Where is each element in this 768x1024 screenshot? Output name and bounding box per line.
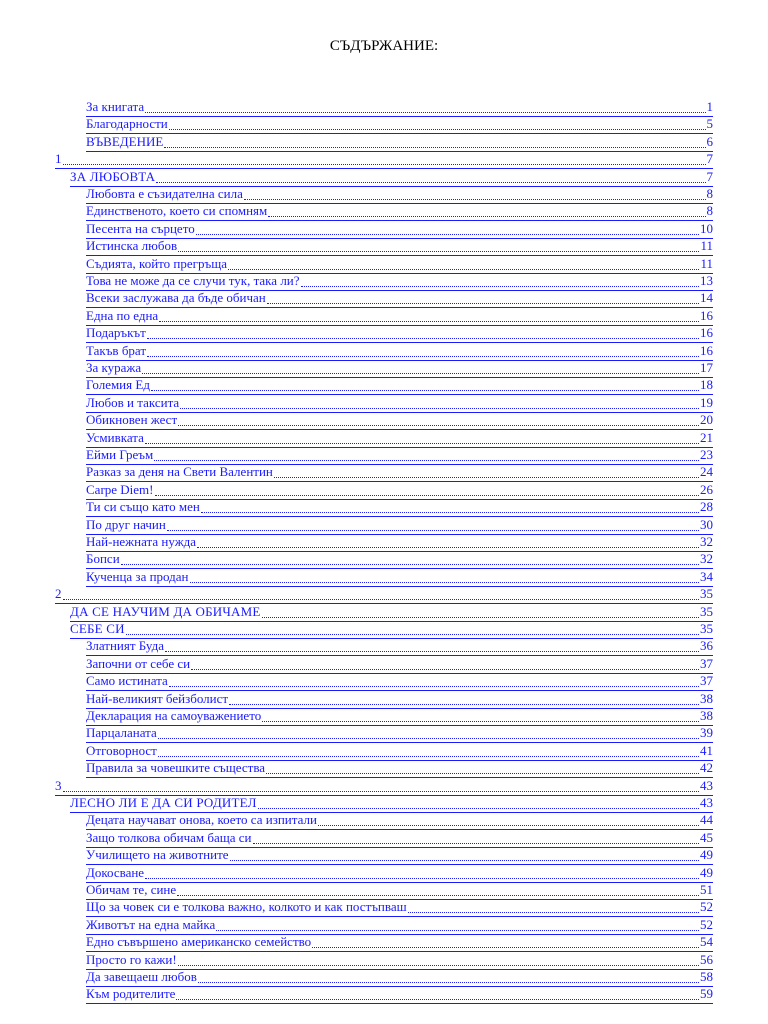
toc-entry-label: ВЪВЕДЕНИЕ	[86, 133, 164, 149]
toc-entry[interactable]	[86, 481, 713, 500]
toc-entry[interactable]	[86, 655, 713, 674]
toc-entry-label: Една по една	[86, 307, 159, 323]
toc-entry-label: Подаръкът	[86, 325, 146, 341]
toc-entry-page-number: 43	[700, 777, 713, 793]
toc-entry-label: Истинска любов	[86, 238, 178, 254]
toc-leader-dots	[312, 937, 699, 948]
toc-entry-label: Започни от себе си	[86, 655, 191, 671]
toc-leader-dots	[145, 433, 699, 444]
toc-entry-label: Съдията, който прегръща	[86, 255, 227, 271]
toc-entry-page-number: 6	[706, 133, 713, 149]
toc-entry[interactable]	[86, 864, 713, 883]
toc-leader-dots	[266, 763, 699, 774]
toc-entry-page-number: 14	[700, 290, 713, 306]
toc-entry-label: Децата научават онова, което са изпитали	[86, 812, 317, 828]
toc-entry-page-number: 23	[700, 447, 713, 462]
toc-entry-page-number: 24	[700, 464, 713, 480]
toc-leader-dots	[158, 728, 699, 739]
toc-entry-page-number: 20	[700, 412, 713, 428]
toc-entry-page-number: 51	[700, 882, 713, 897]
toc-entry-page-number: 59	[700, 986, 713, 1002]
toc-entry-page-number: 42	[700, 760, 713, 776]
toc-entry-page-number: 8	[706, 186, 713, 201]
toc-entry-page-number: 32	[700, 534, 713, 549]
toc-entry[interactable]	[86, 707, 713, 726]
toc-entry-page-number: 1	[706, 99, 713, 114]
toc-entry-label: За куража	[86, 360, 142, 375]
toc-entry[interactable]	[70, 168, 713, 187]
toc-entry[interactable]	[86, 724, 713, 743]
toc-entry-page-number: 37	[700, 655, 713, 671]
toc-entry[interactable]	[86, 672, 713, 691]
toc-entry[interactable]	[55, 777, 713, 796]
page-title: СЪДЪРЖАНИЕ:	[329, 38, 439, 54]
toc-entry-page-number: 11	[700, 238, 713, 254]
toc-entry-label: Отговорност	[86, 742, 157, 758]
toc-entry[interactable]	[86, 533, 713, 552]
toc-leader-dots	[63, 589, 700, 600]
toc-entry-page-number: 38	[700, 690, 713, 706]
toc-leader-dots	[63, 154, 706, 165]
toc-entry[interactable]	[86, 951, 713, 970]
toc-entry-label: ЛЕСНО ЛИ Е ДА СИ РОДИТЕЛ	[70, 795, 257, 810]
toc-entry-label: Правила за човешките същества	[86, 760, 266, 776]
toc-entry-page-number: 44	[700, 812, 713, 828]
toc-entry-label: Просто го кажи!	[86, 951, 177, 967]
toc-entry-label: Разказ за деня на Свети Валентин	[86, 464, 273, 480]
toc-entry-label: 2	[55, 586, 62, 602]
toc-entry-label: Любовта е съзидателна сила	[86, 186, 243, 201]
toc-entry-page-number: 7	[706, 168, 713, 184]
toc-leader-dots	[198, 972, 699, 983]
toc-leader-dots	[176, 989, 699, 1000]
toc-entry-page-number: 13	[700, 273, 713, 288]
toc-entry[interactable]	[86, 881, 713, 900]
toc-entry-page-number: 11	[700, 255, 713, 271]
toc-entry-page-number: 39	[700, 725, 713, 741]
toc-leader-dots	[318, 815, 699, 826]
toc-entry-label: Да завещаеш любов	[86, 969, 197, 984]
toc-leader-dots	[164, 137, 705, 148]
toc-entry-label: Защо толкова обичам баща си	[86, 829, 252, 845]
toc-entry-label: Такъв брат	[86, 342, 147, 358]
toc-leader-dots	[191, 659, 699, 670]
toc-leader-dots	[301, 276, 699, 287]
toc-entry-page-number: 58	[700, 969, 713, 984]
toc-entry-label: Докосване	[86, 864, 145, 880]
toc-leader-dots	[408, 902, 699, 913]
toc-entry-page-number: 35	[700, 586, 713, 602]
toc-entry-label: Единственото, което си спомням	[86, 203, 268, 219]
toc-entry-label: Най-великият бейзболист	[86, 690, 229, 706]
toc-entry-page-number: 21	[700, 429, 713, 445]
toc-leader-dots	[155, 485, 699, 496]
toc-entry-label: Ти си също като мен	[86, 499, 200, 515]
toc-entry-page-number: 34	[700, 568, 713, 584]
toc-leader-dots	[180, 398, 699, 409]
toc-entry-label: Към родителите	[86, 986, 176, 1002]
toc-entry-page-number: 16	[700, 325, 713, 341]
toc-entry-label: Кученца за продан	[86, 568, 189, 584]
toc-leader-dots	[268, 206, 705, 217]
toc-entry-page-number: 5	[706, 116, 713, 132]
toc-entry[interactable]	[86, 742, 713, 761]
toc-entry[interactable]	[86, 516, 713, 535]
toc-entry[interactable]	[86, 498, 713, 517]
toc-leader-dots	[154, 450, 699, 461]
toc-entry-page-number: 52	[700, 899, 713, 915]
toc-entry[interactable]	[86, 811, 713, 830]
toc-leader-dots	[165, 641, 699, 652]
toc-entry[interactable]	[70, 794, 713, 813]
toc-leader-dots	[158, 746, 699, 757]
toc-leader-dots	[178, 955, 699, 966]
toc-entry-page-number: 26	[700, 481, 713, 497]
toc-entry-label: Животът на една майка	[86, 916, 216, 932]
toc-entry-page-number: 7	[706, 151, 713, 167]
toc-leader-dots	[126, 624, 699, 635]
toc-entry-page-number: 16	[700, 342, 713, 358]
toc-leader-dots	[147, 346, 699, 357]
toc-entry-label: СЕБЕ СИ	[70, 621, 125, 636]
toc-entry-label: Благодарности	[86, 116, 168, 132]
toc-leader-dots	[142, 363, 699, 374]
toc-entry[interactable]	[86, 115, 713, 134]
toc-entry[interactable]	[86, 846, 713, 865]
toc-entry[interactable]	[86, 916, 713, 935]
toc-leader-dots	[267, 293, 699, 304]
toc-entry[interactable]	[86, 985, 713, 1004]
toc-entry-label: За книгата	[86, 99, 145, 114]
toc-entry-label: Обичам те, сине	[86, 882, 177, 897]
toc-leader-dots	[145, 868, 699, 879]
toc-entry-label: Само истината	[86, 673, 168, 689]
toc-entry-label: Големия Ед	[86, 377, 150, 393]
toc-entry-page-number: 35	[700, 621, 713, 636]
toc-entry[interactable]	[86, 307, 713, 326]
toc-entry-label: Бопси	[86, 551, 120, 567]
toc-entry[interactable]	[86, 324, 713, 343]
toc-entry-label: Едно съвършено американско семейство	[86, 934, 312, 950]
toc-entry-page-number: 28	[700, 499, 713, 515]
toc-entry-label: Парцаланата	[86, 725, 157, 741]
toc-leader-dots	[63, 781, 700, 792]
toc-entry-page-number: 43	[700, 795, 713, 810]
toc-entry-page-number: 10	[700, 220, 713, 236]
toc-entry[interactable]	[86, 185, 713, 204]
toc-entry-page-number: 16	[700, 307, 713, 323]
toc-entry-label: Най-нежната нужда	[86, 534, 197, 549]
toc-entry[interactable]	[86, 568, 713, 587]
toc-leader-dots	[197, 537, 699, 548]
toc-entry[interactable]	[70, 603, 713, 622]
toc-leader-dots	[196, 224, 699, 235]
toc-entry[interactable]	[86, 463, 713, 482]
toc-entry-label: Любов и таксита	[86, 394, 180, 410]
toc-entry[interactable]	[86, 98, 713, 117]
toc-entry[interactable]	[86, 933, 713, 952]
toc-leader-dots	[229, 694, 699, 705]
toc-entry[interactable]	[86, 968, 713, 987]
toc-entry-page-number: 45	[700, 829, 713, 845]
toc-entry-label: Що за човек си е толкова важно, колкото и как постъпваш	[86, 899, 407, 915]
toc-entry-page-number: 19	[700, 394, 713, 410]
toc-entry[interactable]	[86, 829, 713, 848]
toc-leader-dots	[169, 676, 699, 687]
toc-entry-page-number: 30	[700, 516, 713, 532]
toc-leader-dots	[253, 833, 699, 844]
toc-entry-label: ДА СЕ НАУЧИМ ДА ОБИЧАМЕ	[70, 603, 261, 619]
toc-entry-label: 3	[55, 777, 62, 793]
toc-entry-page-number: 32	[700, 551, 713, 567]
toc-entry-label: Декларация на самоуважението	[86, 708, 262, 723]
toc-entry-page-number: 41	[700, 742, 713, 758]
toc-entry[interactable]	[86, 376, 713, 395]
toc-entry-label: ЗА ЛЮБОВТА	[70, 168, 156, 184]
toc-leader-dots	[178, 415, 699, 426]
toc-entry-page-number: 54	[700, 934, 713, 950]
toc-entry-label: Златният Буда	[86, 638, 164, 654]
toc-leader-dots	[262, 607, 699, 618]
toc-leader-dots	[177, 885, 699, 896]
toc-entry-page-number: 49	[700, 864, 713, 880]
toc-entry[interactable]	[55, 585, 713, 604]
toc-entry-label: Carpe Diem!	[86, 481, 154, 497]
toc-entry[interactable]	[86, 220, 713, 239]
toc-leader-dots	[201, 502, 699, 513]
toc-leader-dots	[178, 241, 699, 252]
toc-entry[interactable]	[86, 394, 713, 413]
toc-entry[interactable]	[86, 898, 713, 917]
toc-entry-label: По друг начин	[86, 516, 166, 532]
toc-entry-page-number: 52	[700, 916, 713, 932]
toc-leader-dots	[145, 102, 705, 113]
toc-entry[interactable]	[86, 446, 713, 465]
toc-entry-label: Песента на сърцето	[86, 220, 195, 236]
toc-leader-dots	[169, 119, 706, 130]
toc-entry[interactable]	[86, 133, 713, 152]
toc-entry-page-number: 56	[700, 951, 713, 967]
toc-entry-label: Всеки заслужава да бъде обичан	[86, 290, 266, 306]
toc-entry[interactable]	[55, 150, 713, 169]
toc-entry-page-number: 38	[700, 708, 713, 723]
toc-entry-page-number: 36	[700, 638, 713, 654]
toc-entry[interactable]	[86, 342, 713, 361]
toc-entry[interactable]	[86, 429, 713, 448]
toc-entry[interactable]	[86, 411, 713, 430]
toc-leader-dots	[121, 554, 699, 565]
toc-entry[interactable]	[86, 759, 713, 778]
toc-entry[interactable]	[86, 550, 713, 569]
toc-entry-page-number: 17	[700, 360, 713, 375]
toc-leader-dots	[258, 798, 699, 809]
toc-leader-dots	[190, 572, 699, 583]
toc-leader-dots	[228, 259, 699, 270]
toc-entry[interactable]	[86, 202, 713, 221]
toc-entry[interactable]	[70, 620, 713, 639]
toc-leader-dots	[274, 467, 699, 478]
toc-entry-label: Обикновен жест	[86, 412, 178, 428]
toc-leader-dots	[244, 189, 706, 200]
toc-leader-dots	[159, 311, 699, 322]
toc-entry[interactable]	[86, 272, 713, 291]
toc-entry[interactable]	[86, 637, 713, 656]
toc-leader-dots	[216, 920, 699, 931]
toc-entry-label: 1	[55, 151, 62, 167]
toc-leader-dots	[262, 711, 699, 722]
toc-leader-dots	[230, 850, 699, 861]
toc-entry-page-number: 8	[706, 203, 713, 219]
toc-entry-label: Ейми Греъм	[86, 447, 154, 462]
toc-entry-label: Усмивката	[86, 429, 144, 445]
toc-entry-label: Училището на животните	[86, 847, 229, 863]
toc-entry-label: Това не може да се случи тук, така ли?	[86, 273, 300, 288]
toc-entry-page-number: 35	[700, 603, 713, 619]
toc-entry[interactable]	[86, 237, 713, 256]
toc-entry-page-number: 49	[700, 847, 713, 863]
toc-entry-page-number: 37	[700, 673, 713, 689]
toc-leader-dots	[151, 380, 699, 391]
toc-entry[interactable]	[86, 359, 713, 378]
toc-leader-dots	[167, 520, 699, 531]
toc-leader-dots	[156, 172, 705, 183]
toc-entry[interactable]	[86, 255, 713, 274]
toc-entry[interactable]	[86, 690, 713, 709]
toc-entry[interactable]	[86, 289, 713, 308]
toc-entry-page-number: 18	[700, 377, 713, 393]
toc-leader-dots	[147, 328, 699, 339]
